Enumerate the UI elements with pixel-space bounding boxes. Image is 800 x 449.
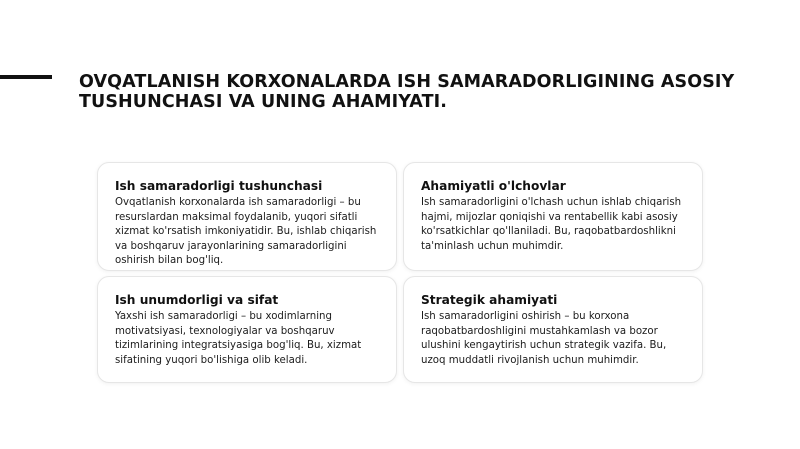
card-text: Ovqatlanish korxonalarda ish samaradorligi – bu resurslardan maksimal foydalanib, yuqori sifatli xizmat ko'rsatish imkoniyatidir. Bu, ishlab chiqarish va boshqaruv jarayonlarining samaradorligini oshirish bilan bog'liq. (115, 197, 377, 266)
card-title: Ahamiyatli o'lchovlar (421, 179, 566, 193)
title-accent-bar (0, 75, 52, 79)
card-productivity-and-quality (97, 276, 397, 383)
card-title: Ish unumdorligi va sifat (115, 293, 279, 307)
card-strategic-importance (403, 276, 703, 383)
slide-title: OVQATLANISH KORXONALARDA ISH SAMARADORLIGINING ASOSIY TUSHUNCHASI VA UNING AHAMIYATI. (79, 72, 735, 112)
card-title: Ish samaradorligi tushunchasi (115, 179, 323, 193)
card-work-efficiency-concept (97, 162, 397, 271)
card-text: Yaxshi ish samaradorligi – bu xodimlarning motivatsiyasi, texnologiyalar va boshqaruv tizimlarining integratsiyasiga bog'liq. Bu, xizmat sifatining yuqori bo'lishiga olib keladi. (115, 311, 362, 366)
card-text: Ish samaradorligini oshirish – bu korxona raqobatbardoshligini mustahkamlash va bozor ulushini kengaytirish uchun strategik vazifa. Bu, uzoq muddatli rivojlanish uchun muhimdir. (421, 311, 667, 366)
card-title: Strategik ahamiyati (421, 293, 558, 307)
card-text: Ish samaradorligini o'lchash uchun ishlab chiqarish hajmi, mijozlar qoniqishi va rentabellik kabi asosiy ko'rsatkichlar qo'llaniladi. Bu, raqobatbardoshlikni ta'minlash uchun muhimdir. (421, 197, 682, 252)
card-important-measures (403, 162, 703, 271)
